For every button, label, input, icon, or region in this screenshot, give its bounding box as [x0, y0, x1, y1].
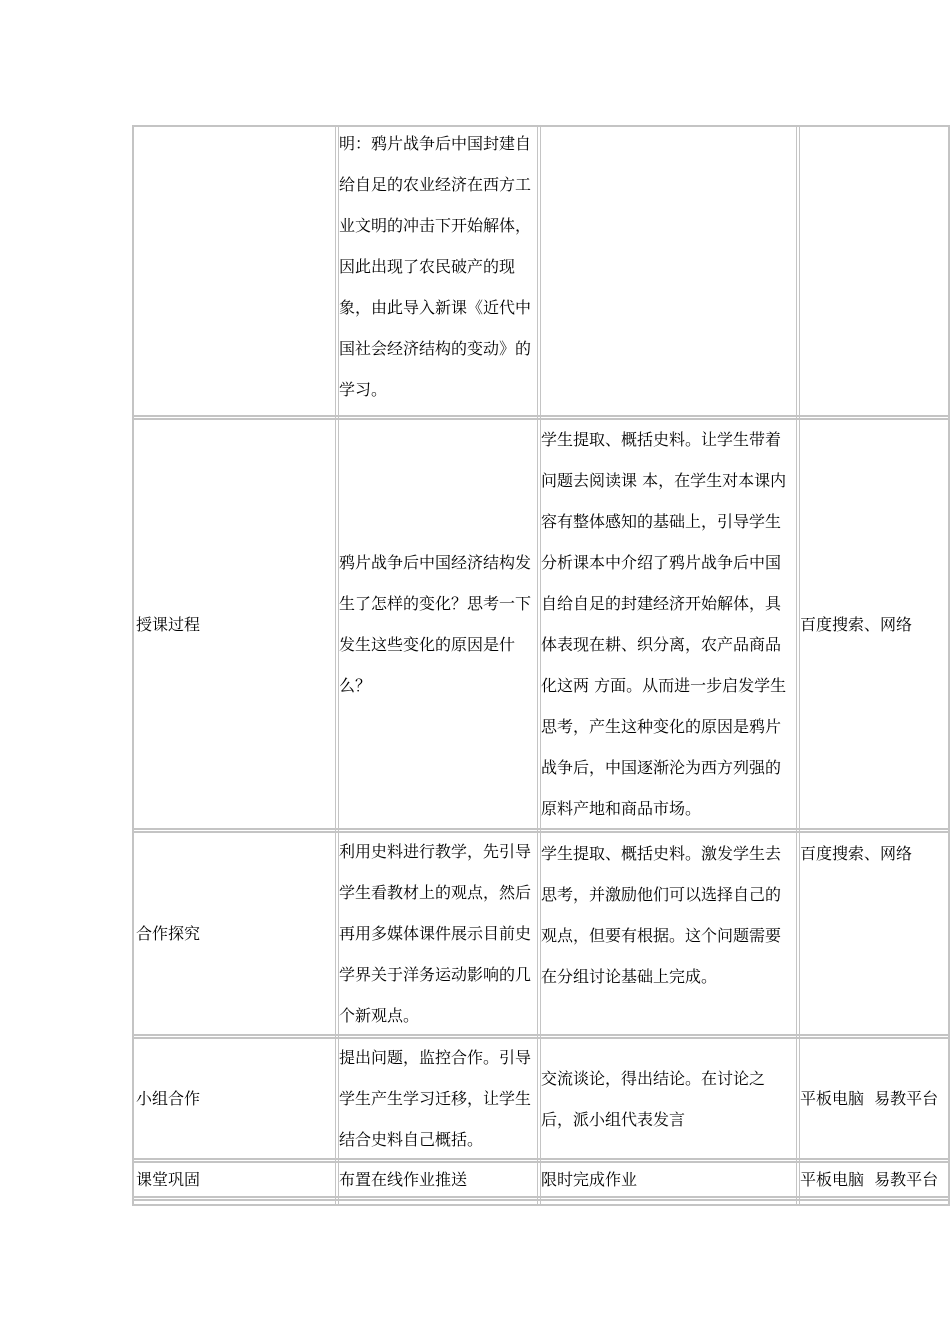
table-row-1-student [541, 127, 795, 415]
table-row-5-stage [136, 1163, 334, 1196]
table-row-3-teacher [339, 833, 539, 1034]
resource-text: 平板电脑 易教平台 [800, 1170, 939, 1189]
student-activity-text: 限时完成作业 [541, 1170, 638, 1189]
table-row-3-resource [800, 833, 950, 1034]
table-row-3-student [541, 833, 795, 1034]
resource-text: 百度搜索、网络 [800, 844, 913, 863]
table-row-3-stage [136, 833, 334, 1034]
student-activity-text: 学生提取、概括史料。激发学生去思考，并激励他们可以选择自己的观点，但要有根据。这个问题需要在分组讨论基础上完成。 [541, 844, 782, 986]
table-row-2-resource [800, 420, 950, 828]
table-row-4-student [541, 1039, 795, 1158]
table-row-2-student [541, 420, 795, 828]
table-row-1-resource [800, 127, 950, 415]
resource-text: 百度搜索、网络 [800, 614, 913, 634]
resource-text: 平板电脑 易教平台 [800, 1089, 939, 1108]
table-row-5-teacher [339, 1163, 539, 1196]
table-row-1-teacher [339, 127, 539, 415]
table-row-5-student [541, 1163, 795, 1196]
stage-label: 合作探究 [136, 924, 201, 943]
teacher-activity-text: 提出问题，监控合作。引导学生产生学习迁移，让学生结合史料自己概括。 [339, 1048, 532, 1149]
table-row-4-teacher [339, 1039, 539, 1158]
teacher-activity-text: 利用史料进行教学，先引导学生看教材上的观点，然后再用多媒体课件展示目前史学界关于洋务运动影响的几个新观点。 [339, 842, 532, 1025]
stage-label: 小组合作 [136, 1089, 201, 1108]
table-row-2-teacher [339, 420, 539, 828]
table-row-5-resource [800, 1163, 950, 1196]
table-row-2-stage [136, 420, 334, 828]
student-activity-text: 学生提取、概括史料。让学生带着问题去阅读课 本，在学生对本课内容有整体感知的基础上，引导学生分析课本中介绍了鸦片战争后中国自给自足的封建经济开始解体，具体表现在耕、织分离，农产品商品化这两 方面。从而进一步启发学生思考，产生这种变化的原因是鸦片战争后，中国逐渐沦为西方列强的原料产地和商品市场。 [541, 430, 787, 818]
row-divider [134, 1196, 948, 1201]
table-row-1-stage [136, 127, 334, 415]
lesson-plan-table [132, 125, 950, 1206]
teacher-activity-text: 布置在线作业推送 [339, 1170, 468, 1189]
stage-label: 课堂巩固 [136, 1170, 201, 1189]
teacher-activity-text: 鸦片战争后中国经济结构发生了怎样的变化？思考一下发生这些变化的原因是什么？ [339, 553, 532, 695]
table-row-4-stage [136, 1039, 334, 1158]
student-activity-text: 交流谈论，得出结论。在讨论之后，派小组代表发言 [541, 1068, 766, 1129]
teacher-activity-text: 明：鸦片战争后中国封建自给自足的农业经济在西方工业文明的冲击下开始解体，因此出现了农民破产的现象，由此导入新课《近代中国社会经济结构的变动》的学习。 [339, 134, 532, 399]
table-row-4-resource [800, 1039, 950, 1158]
stage-label: 授课过程 [136, 614, 201, 634]
